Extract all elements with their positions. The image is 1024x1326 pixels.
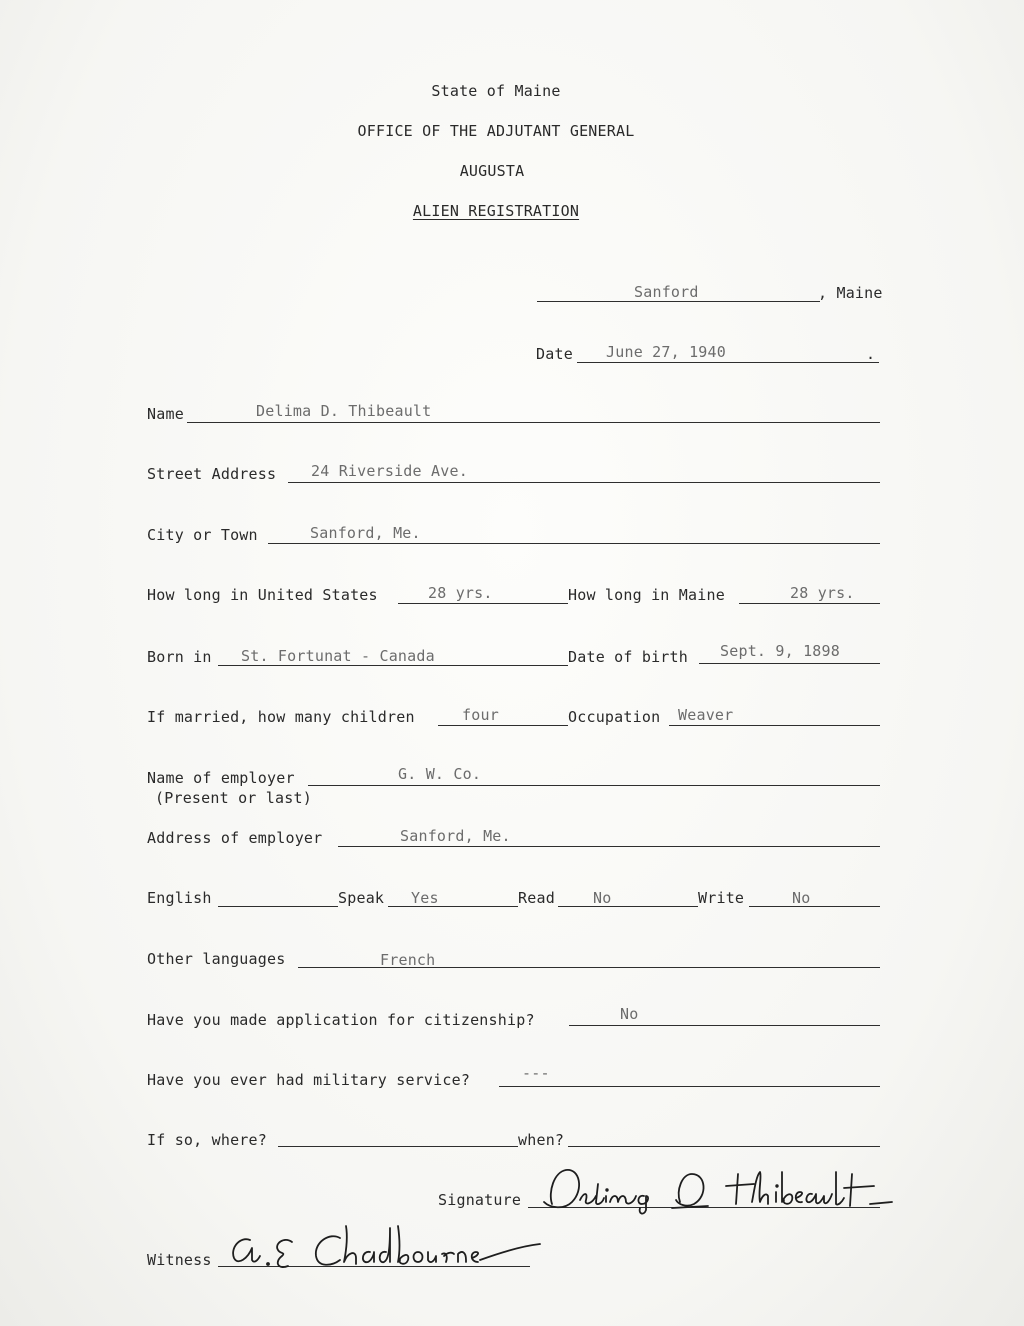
date-label: Date — [536, 345, 573, 363]
date-line — [577, 362, 879, 363]
citizenship-label: Have you made application for citizenship? — [147, 1011, 535, 1029]
street-address-value: 24 Riverside Ave. — [311, 462, 468, 480]
street-address-line — [288, 482, 880, 483]
other-languages-value: French — [380, 951, 436, 969]
where-label: If so, where? — [147, 1131, 267, 1149]
date-of-birth-label: Date of birth — [568, 648, 688, 666]
employer-address-label: Address of employer — [147, 829, 323, 847]
name-line — [187, 422, 880, 423]
how-long-us-value: 28 yrs. — [428, 584, 493, 602]
english-line — [218, 906, 338, 907]
citizenship-value: No — [620, 1005, 639, 1023]
read-label: Read — [518, 889, 555, 907]
born-in-line — [218, 665, 568, 666]
signature-handwriting — [540, 1162, 910, 1220]
city-label: City or Town — [147, 526, 258, 544]
english-label: English — [147, 889, 212, 907]
how-long-maine-label: How long in Maine — [568, 586, 725, 604]
name-label: Name — [147, 405, 184, 423]
speak-line — [388, 906, 518, 907]
children-line — [438, 725, 568, 726]
write-label: Write — [698, 889, 745, 907]
date-value: June 27, 1940 — [606, 343, 726, 361]
write-line — [749, 906, 880, 907]
children-value: four — [462, 706, 499, 724]
military-value: --- — [522, 1064, 550, 1082]
employer-label: Name of employer — [147, 769, 295, 787]
header-city: AUGUSTA — [459, 162, 525, 180]
town-value: Sanford — [634, 283, 699, 301]
occupation-line — [669, 725, 880, 726]
state-suffix: , Maine — [818, 284, 883, 302]
date-period: . — [866, 345, 876, 363]
city-line — [268, 543, 880, 544]
other-languages-label: Other languages — [147, 950, 286, 968]
speak-label: Speak — [338, 889, 385, 907]
military-line — [499, 1086, 880, 1087]
children-label: If married, how many children — [147, 708, 415, 726]
write-value: No — [792, 889, 811, 907]
signature-label: Signature — [438, 1191, 522, 1209]
employer-sublabel: (Present or last) — [155, 789, 312, 807]
when-label: when? — [518, 1131, 565, 1149]
form-title: ALIEN REGISTRATION — [412, 202, 580, 220]
employer-address-value: Sanford, Me. — [400, 827, 511, 845]
how-long-maine-value: 28 yrs. — [790, 584, 855, 602]
name-value: Delima D. Thibeault — [256, 402, 432, 420]
where-line — [278, 1146, 518, 1147]
employer-value: G. W. Co. — [398, 765, 482, 783]
date-of-birth-value: Sept. 9, 1898 — [720, 642, 840, 660]
speak-value: Yes — [411, 889, 439, 907]
when-line — [568, 1146, 880, 1147]
street-address-label: Street Address — [147, 465, 277, 483]
city-value: Sanford, Me. — [310, 524, 421, 542]
date-of-birth-line — [699, 663, 880, 664]
born-in-label: Born in — [147, 648, 212, 666]
witness-line — [218, 1266, 530, 1267]
how-long-us-label: How long in United States — [147, 586, 378, 604]
occupation-value: Weaver — [678, 706, 734, 724]
occupation-label: Occupation — [568, 708, 661, 726]
read-value: No — [593, 889, 612, 907]
military-label: Have you ever had military service? — [147, 1071, 471, 1089]
town-line — [537, 301, 820, 302]
citizenship-line — [569, 1025, 880, 1026]
how-long-maine-line — [739, 603, 880, 604]
read-line — [558, 906, 698, 907]
employer-line — [308, 785, 880, 786]
witness-label: Witness — [147, 1251, 212, 1269]
born-in-value: St. Fortunat - Canada — [241, 647, 435, 665]
header-state: State of Maine — [431, 82, 561, 100]
signature-line — [528, 1207, 880, 1208]
employer-address-line — [338, 846, 880, 847]
how-long-us-line — [398, 603, 568, 604]
header-office: OFFICE OF THE ADJUTANT GENERAL — [357, 122, 635, 140]
